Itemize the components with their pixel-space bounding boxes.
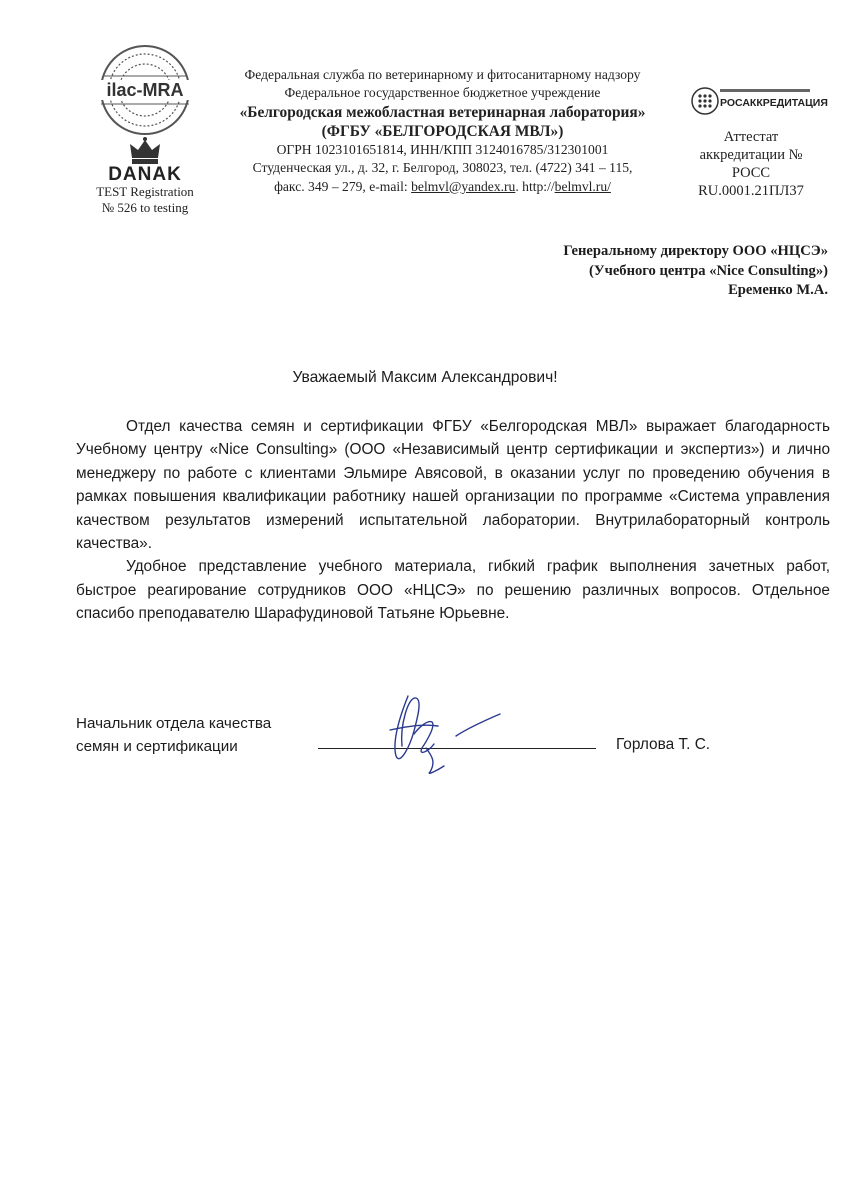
svg-text:ilac-MRA: ilac-MRA [106,80,184,100]
header-site-prefix: . http:// [515,178,555,194]
signature-graphic [378,686,508,778]
addressee-position: Генеральному директору ООО «НЦСЭ» [563,243,828,259]
body-paragraph-1: Отдел качества семян и сертификации ФГБУ «Белгородская МВЛ» выражает благодарность Учебному центру «Nice Consulting» (ООО «Независимый центр сертификации и экспертиз») и лично менеджеру по работе с клиентами Эльмире Авясовой, в оказании услуг по проведению обучения в рамках повышения квалификации работнику нашей организации по программе «Система управления качеством результатов измерений испытательной лаборатории. Внутрилабораторный контроль качества». [76,418,830,553]
danak-crown-icon [128,136,162,166]
signatory-title-line2: семян и сертификации [76,738,238,755]
header-address: Студенческая ул., д. 32, г. Белгород, 308023, тел. (4722) 341 – 115, [252,160,633,176]
header-ogrn: ОГРН 1023101651814, ИНН/КПП 3124016785/312301001 [276,141,609,157]
signatory-title-line1: Начальник отдела качества [76,715,272,732]
rosaccreditation-logo-graphic [690,84,828,118]
addressee-company: (Учебного центра «Nice Consulting») [589,262,828,279]
header-org-name: «Белгородская межобластная ветеринарная лаборатория» [239,103,646,121]
header-email-link[interactable]: belmvl@yandex.ru [411,178,516,194]
danak-registration: TEST Registration [96,184,194,199]
accred-line1: Аттестат [723,129,779,145]
rosaccreditation-logo [690,84,828,118]
accred-line4: RU.0001.21ПЛ37 [698,183,804,199]
ilac-mra-logo [92,42,198,138]
danak-number: № 526 to testing [101,200,189,215]
addressee-name: Еременко М.А. [728,282,828,299]
letter-body [76,415,830,626]
accreditation-certificate [676,128,826,200]
signatory-name: Горлова Т. С. [616,736,711,753]
signatory-title [76,712,336,758]
ilac-mra-logo-graphic [92,42,198,138]
header-site-link[interactable]: belmvl.ru/ [554,178,611,194]
accred-line2: аккредитации № [699,147,803,163]
letterhead [205,66,680,196]
header-agency: Федеральная служба по ветеринарному и фитосанитарному надзору [244,67,641,82]
danak-logo [88,136,202,228]
handwritten-signature-icon [378,686,508,778]
danak-name: DANAK [108,164,182,185]
accred-line3: РОСС [731,165,771,181]
body-paragraph-2: Удобное представление учебного материала, гибкий график выполнения зачетных работ, быстрое реагирование сотрудников ООО «НЦСЭ» по решению различных вопросов. Отдельное спасибо преподавателю Шарафудиновой Татьяне Юрьевне. [76,558,830,623]
header-institution-type: Федеральное государственное бюджетное учреждение [284,85,601,101]
header-org-short: (ФГБУ «БЕЛГОРОДСКАЯ МВЛ») [321,122,564,140]
addressee-block [308,242,828,301]
header-contacts [205,178,680,196]
salutation: Уважаемый Максим Александрович! [292,369,558,386]
header-fax: факс. 349 – 279, e-mail: [274,178,412,194]
svg-text:РОСАККРЕДИТАЦИЯ: РОСАККРЕДИТАЦИЯ [720,97,828,109]
